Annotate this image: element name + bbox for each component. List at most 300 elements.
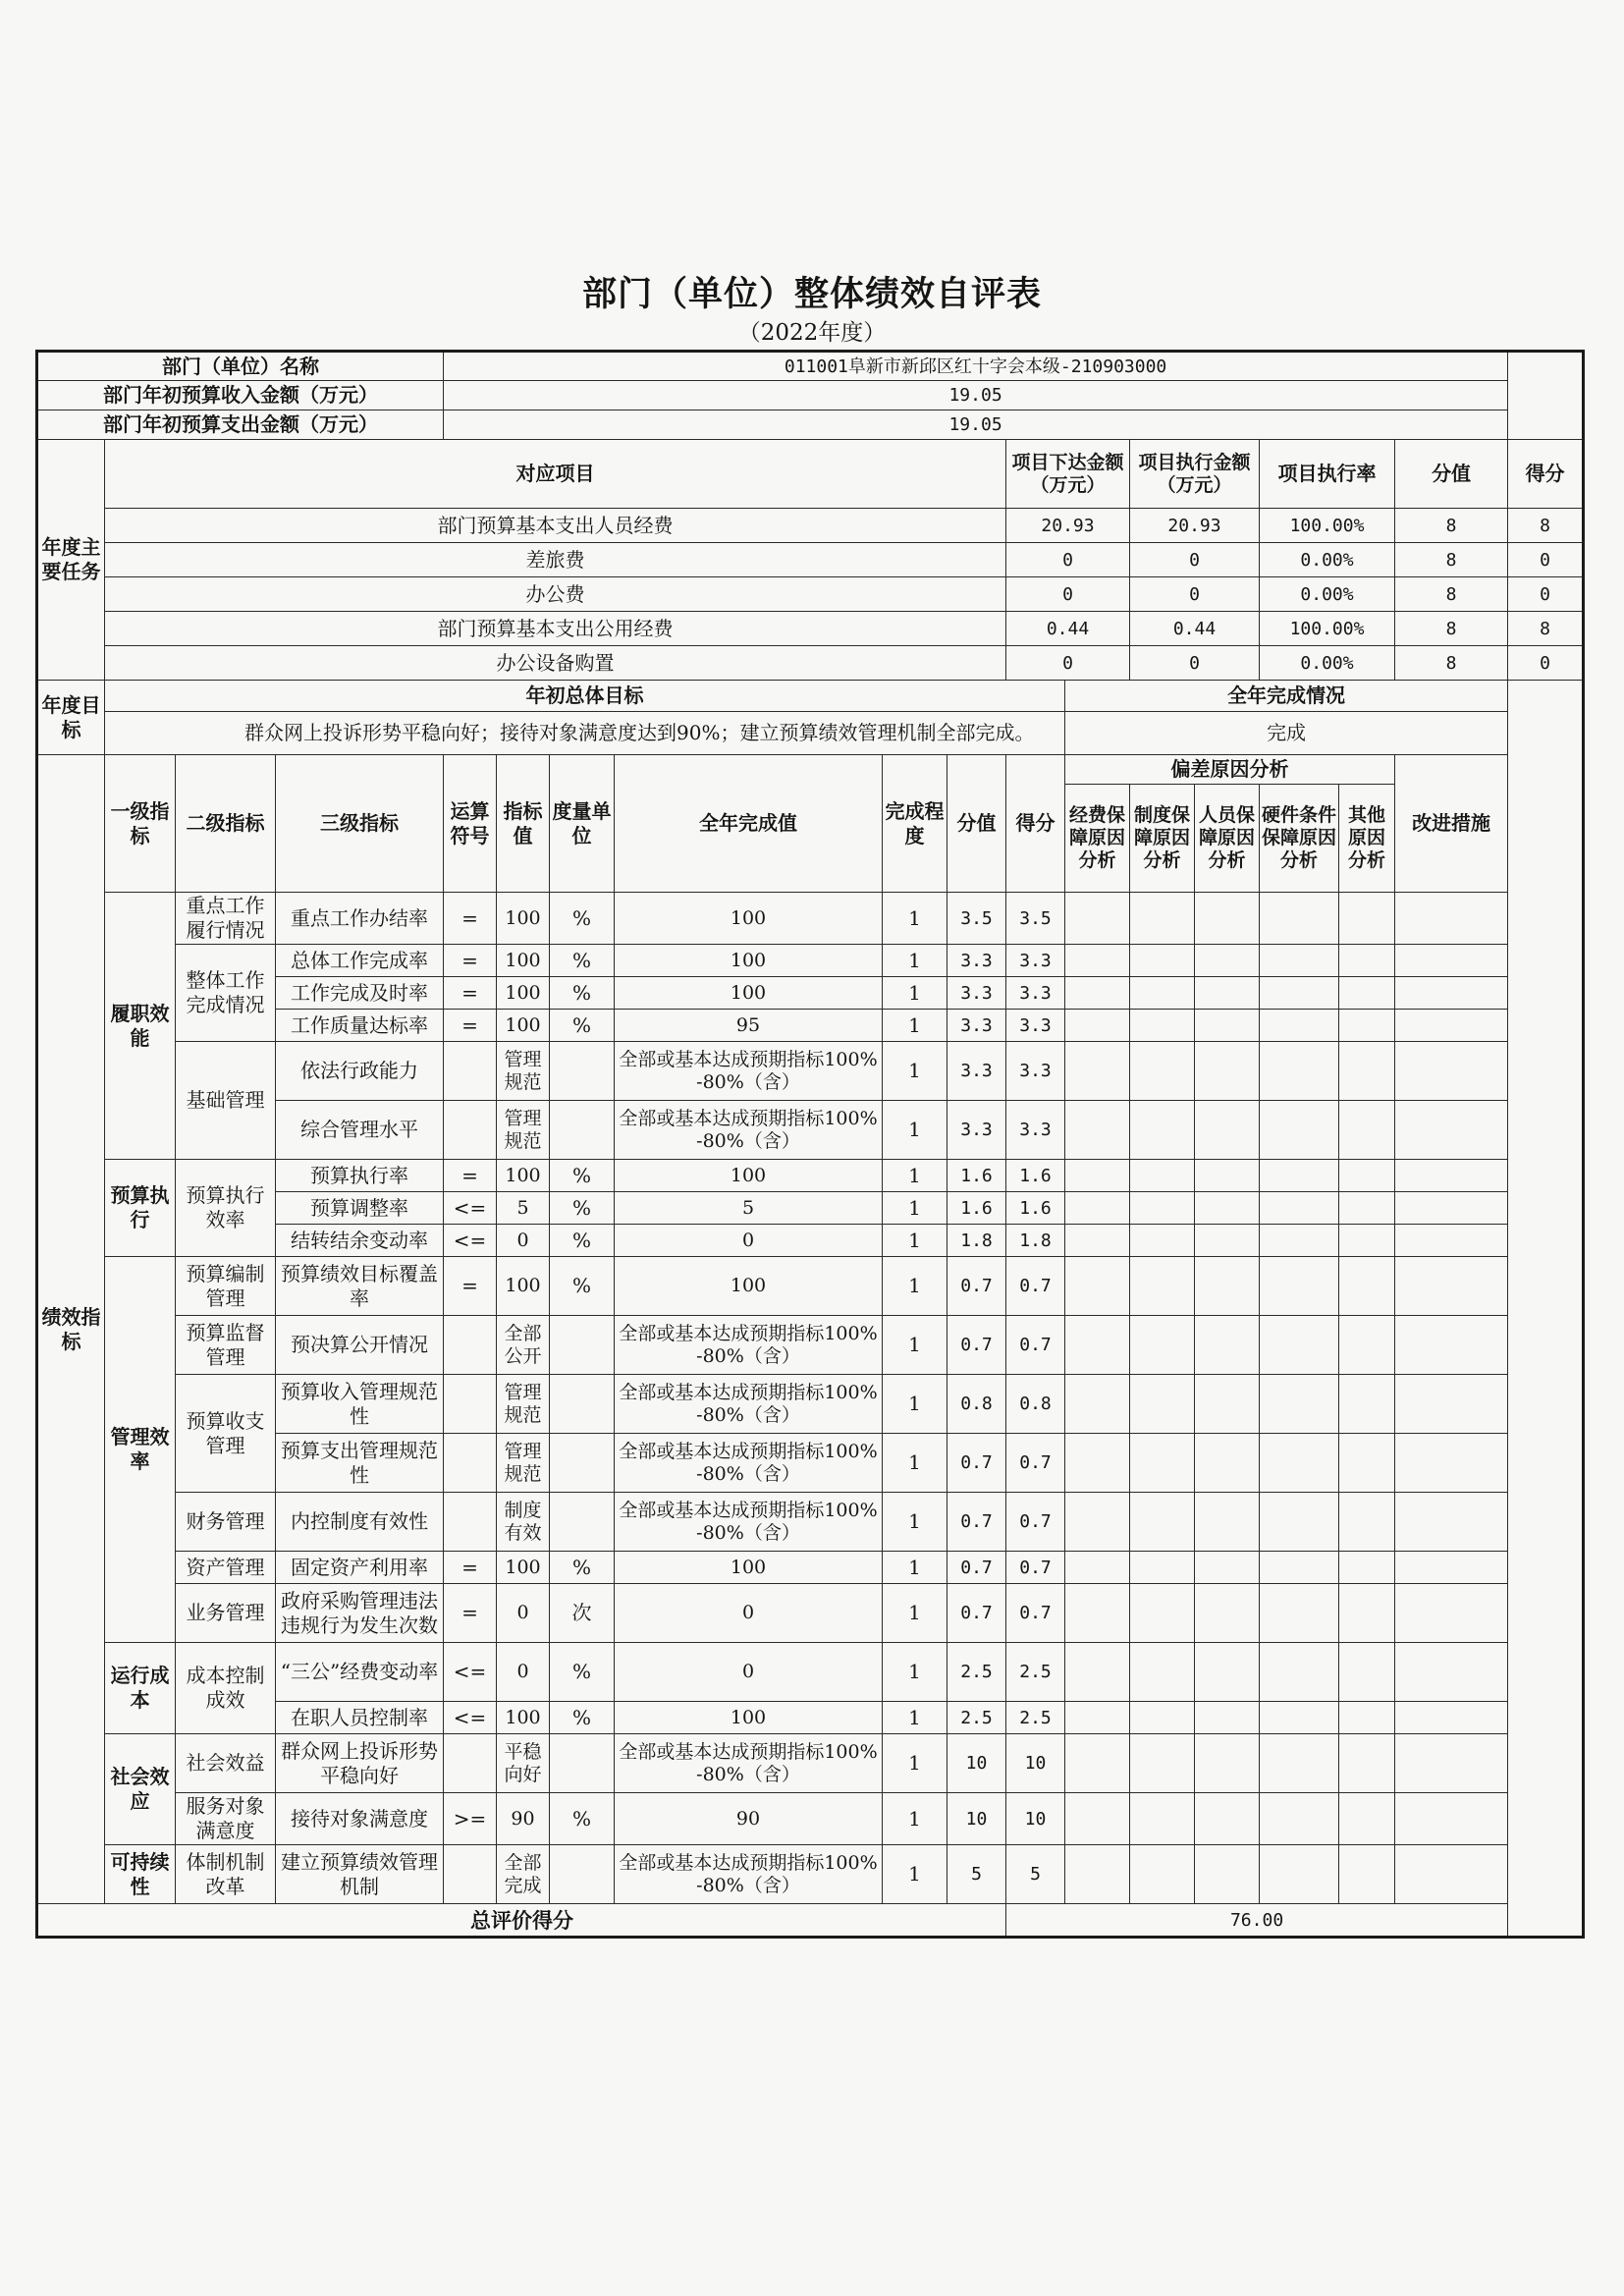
- deviation-empty-cell: [1130, 1101, 1195, 1160]
- task-rate: 0.00%: [1260, 577, 1395, 612]
- measures-header: 改进措施: [1395, 755, 1508, 893]
- target-cell: 0: [497, 1225, 550, 1257]
- op-cell: >=: [444, 1793, 497, 1845]
- tasks-section-label: 年度主要任务: [37, 440, 105, 681]
- deviation-empty-cell: [1195, 1010, 1260, 1042]
- target-cell: 0: [497, 1584, 550, 1643]
- deviation-empty-cell: [1065, 1192, 1130, 1225]
- deviation-empty-cell: [1195, 945, 1260, 977]
- target-cell: 管理规范: [497, 1042, 550, 1101]
- deviation-empty-cell: [1195, 1734, 1260, 1793]
- task-score: 8: [1395, 577, 1508, 612]
- actual-cell: 0: [615, 1584, 883, 1643]
- got-cell: 0.7: [1006, 1552, 1065, 1584]
- l3-cell: 预算绩效目标覆盖率: [276, 1257, 444, 1316]
- unit-cell: [550, 1316, 615, 1375]
- deviation-empty-cell: [1339, 893, 1395, 945]
- l3-cell: 总体工作完成率: [276, 945, 444, 977]
- form-title: 部门（单位）整体绩效自评表: [581, 274, 1042, 314]
- task-score: 8: [1395, 612, 1508, 646]
- task-got: 8: [1508, 612, 1584, 646]
- unit-cell: [550, 1375, 615, 1434]
- deviation-empty-cell: [1065, 1845, 1130, 1904]
- l2-cell: 服务对象满意度: [176, 1793, 276, 1845]
- deviation-empty-cell: [1339, 1101, 1395, 1160]
- got-cell: 1.6: [1006, 1160, 1065, 1192]
- l3-cell: 综合管理水平: [276, 1101, 444, 1160]
- degree-cell: 1: [883, 1010, 947, 1042]
- task-issued: 20.93: [1006, 509, 1130, 543]
- deviation-empty-cell: [1339, 1257, 1395, 1316]
- l3-cell: 政府采购管理违法违规行为发生次数: [276, 1584, 444, 1643]
- degree-cell: 1: [883, 1225, 947, 1257]
- header-label: 部门年初预算收入金额（万元）: [37, 381, 444, 410]
- deviation-empty-cell: [1395, 1584, 1508, 1643]
- op-cell: =: [444, 1257, 497, 1316]
- l1-cell: 管理效率: [105, 1257, 176, 1643]
- degree-cell: 1: [883, 1101, 947, 1160]
- l2-cell: 社会效益: [176, 1734, 276, 1793]
- task-got: 0: [1508, 646, 1584, 681]
- goals-initial-text: 群众网上投诉形势平稳向好；接待对象满意度达到90%；建立预算绩效管理机制全部完成。: [105, 712, 1065, 755]
- deviation-empty-cell: [1065, 1702, 1130, 1734]
- l3-cell: 接待对象满意度: [276, 1793, 444, 1845]
- unit-cell: [550, 1845, 615, 1904]
- deviation-empty-cell: [1260, 1042, 1339, 1101]
- tasks-got-header: 得分: [1508, 440, 1584, 509]
- task-rate: 100.00%: [1260, 612, 1395, 646]
- unit-cell: %: [550, 1160, 615, 1192]
- unit-cell: %: [550, 1702, 615, 1734]
- score-cell: 0.7: [947, 1316, 1006, 1375]
- unit-cell: %: [550, 893, 615, 945]
- l3-cell: 重点工作办结率: [276, 893, 444, 945]
- deviation-empty-cell: [1065, 1101, 1130, 1160]
- target-cell: 100: [497, 1552, 550, 1584]
- task-executed: 0: [1130, 543, 1260, 577]
- deviation-empty-cell: [1195, 1316, 1260, 1375]
- deviation-empty-cell: [1260, 1192, 1339, 1225]
- degree-cell: 1: [883, 1192, 947, 1225]
- score-cell: 2.5: [947, 1643, 1006, 1702]
- task-issued: 0.44: [1006, 612, 1130, 646]
- score-header: 分值: [947, 755, 1006, 893]
- unit-cell: [550, 1734, 615, 1793]
- deviation-empty-cell: [1395, 1734, 1508, 1793]
- deviation-empty-cell: [1260, 1702, 1339, 1734]
- actual-cell: 全部或基本达成预期指标100%-80%（含）: [615, 1375, 883, 1434]
- deviation-empty-cell: [1130, 1225, 1195, 1257]
- task-executed: 0.44: [1130, 612, 1260, 646]
- op-cell: [444, 1375, 497, 1434]
- op-cell: <=: [444, 1192, 497, 1225]
- deviation-empty-cell: [1395, 1493, 1508, 1552]
- deviation-empty-cell: [1260, 1552, 1339, 1584]
- target-cell: 90: [497, 1793, 550, 1845]
- l3-header: 三级指标: [276, 755, 444, 893]
- deviation-empty-cell: [1260, 1257, 1339, 1316]
- score-cell: 3.3: [947, 1042, 1006, 1101]
- dev-hardware-header: 硬件条件保障原因分析: [1260, 785, 1339, 893]
- deviation-empty-cell: [1395, 1042, 1508, 1101]
- l2-cell: 体制机制改革: [176, 1845, 276, 1904]
- actual-cell: 全部或基本达成预期指标100%-80%（含）: [615, 1316, 883, 1375]
- deviation-empty-cell: [1339, 1845, 1395, 1904]
- got-cell: 5: [1006, 1845, 1065, 1904]
- goals-completion-text: 完成: [1065, 712, 1508, 755]
- op-cell: =: [444, 1552, 497, 1584]
- dev-funding-header: 经费保障原因分析: [1065, 785, 1130, 893]
- deviation-empty-cell: [1339, 1160, 1395, 1192]
- deviation-empty-cell: [1065, 1257, 1130, 1316]
- got-cell: 0.7: [1006, 1434, 1065, 1493]
- deviation-empty-cell: [1065, 1010, 1130, 1042]
- score-cell: 2.5: [947, 1702, 1006, 1734]
- score-cell: 3.3: [947, 945, 1006, 977]
- score-cell: 0.7: [947, 1257, 1006, 1316]
- deviation-empty-cell: [1195, 1257, 1260, 1316]
- deviation-empty-cell: [1195, 1225, 1260, 1257]
- score-cell: 0.7: [947, 1584, 1006, 1643]
- l2-cell: 财务管理: [176, 1493, 276, 1552]
- degree-cell: 1: [883, 1375, 947, 1434]
- target-cell: 管理规范: [497, 1375, 550, 1434]
- deviation-empty-cell: [1130, 1643, 1195, 1702]
- l3-cell: 工作质量达标率: [276, 1010, 444, 1042]
- degree-cell: 1: [883, 1552, 947, 1584]
- degree-cell: 1: [883, 1584, 947, 1643]
- degree-cell: 1: [883, 945, 947, 977]
- score-cell: 10: [947, 1734, 1006, 1793]
- got-cell: 0.8: [1006, 1375, 1065, 1434]
- task-rate: 0.00%: [1260, 543, 1395, 577]
- deviation-empty-cell: [1395, 1101, 1508, 1160]
- deviation-empty-cell: [1339, 1375, 1395, 1434]
- actual-cell: 全部或基本达成预期指标100%-80%（含）: [615, 1734, 883, 1793]
- op-cell: <=: [444, 1702, 497, 1734]
- header-label: 部门（单位）名称: [37, 352, 444, 381]
- deviation-empty-cell: [1395, 1845, 1508, 1904]
- degree-header: 完成程度: [883, 755, 947, 893]
- deviation-empty-cell: [1395, 1552, 1508, 1584]
- unit-cell: %: [550, 977, 615, 1010]
- l2-cell: 预算收支管理: [176, 1375, 276, 1493]
- deviation-empty-cell: [1260, 1643, 1339, 1702]
- deviation-empty-cell: [1395, 1643, 1508, 1702]
- task-rate: 0.00%: [1260, 646, 1395, 681]
- l2-cell: 资产管理: [176, 1552, 276, 1584]
- actual-cell: 100: [615, 1257, 883, 1316]
- task-executed: 0: [1130, 577, 1260, 612]
- l2-cell: 重点工作履行情况: [176, 893, 276, 945]
- deviation-empty-cell: [1130, 893, 1195, 945]
- deviation-header: 偏差原因分析: [1065, 755, 1395, 785]
- unit-cell: [550, 1101, 615, 1160]
- got-cell: 3.5: [1006, 893, 1065, 945]
- deviation-empty-cell: [1339, 1493, 1395, 1552]
- l3-cell: 预决算公开情况: [276, 1316, 444, 1375]
- degree-cell: 1: [883, 1702, 947, 1734]
- degree-cell: 1: [883, 1793, 947, 1845]
- task-issued: 0: [1006, 646, 1130, 681]
- deviation-empty-cell: [1130, 977, 1195, 1010]
- unit-cell: [550, 1493, 615, 1552]
- actual-cell: 5: [615, 1192, 883, 1225]
- got-cell: 0.7: [1006, 1257, 1065, 1316]
- l3-cell: 结转结余变动率: [276, 1225, 444, 1257]
- op-cell: [444, 1434, 497, 1493]
- l1-cell: 可持续性: [105, 1845, 176, 1904]
- l3-cell: 建立预算绩效管理机制: [276, 1845, 444, 1904]
- deviation-empty-cell: [1195, 977, 1260, 1010]
- target-cell: 100: [497, 977, 550, 1010]
- task-item: 办公费: [105, 577, 1006, 612]
- l2-cell: 整体工作完成情况: [176, 945, 276, 1042]
- l1-cell: 预算执行: [105, 1160, 176, 1257]
- task-issued: 0: [1006, 577, 1130, 612]
- got-cell: 0.7: [1006, 1316, 1065, 1375]
- l3-cell: 工作完成及时率: [276, 977, 444, 1010]
- unit-cell: %: [550, 945, 615, 977]
- deviation-empty-cell: [1195, 1101, 1260, 1160]
- deviation-empty-cell: [1395, 1010, 1508, 1042]
- got-cell: 3.3: [1006, 1101, 1065, 1160]
- l1-cell: 履职效能: [105, 893, 176, 1160]
- op-cell: [444, 1845, 497, 1904]
- indicators-section-label: 绩效指标: [37, 755, 105, 1904]
- task-got: 0: [1508, 577, 1584, 612]
- task-score: 8: [1395, 509, 1508, 543]
- task-item: 差旅费: [105, 543, 1006, 577]
- deviation-empty-cell: [1065, 1734, 1130, 1793]
- task-got: 0: [1508, 543, 1584, 577]
- goals-completion-header: 全年完成情况: [1065, 681, 1508, 712]
- actual-cell: 全部或基本达成预期指标100%-80%（含）: [615, 1845, 883, 1904]
- degree-cell: 1: [883, 1042, 947, 1101]
- target-cell: 0: [497, 1643, 550, 1702]
- deviation-empty-cell: [1065, 1793, 1130, 1845]
- deviation-empty-cell: [1065, 1434, 1130, 1493]
- op-cell: [444, 1316, 497, 1375]
- actual-cell: 90: [615, 1793, 883, 1845]
- deviation-empty-cell: [1130, 1552, 1195, 1584]
- deviation-empty-cell: [1065, 1375, 1130, 1434]
- dev-staff-header: 人员保障原因分析: [1195, 785, 1260, 893]
- deviation-empty-cell: [1130, 1584, 1195, 1643]
- deviation-empty-cell: [1339, 1793, 1395, 1845]
- deviation-empty-cell: [1339, 1316, 1395, 1375]
- deviation-empty-cell: [1195, 893, 1260, 945]
- deviation-empty-cell: [1065, 1160, 1130, 1192]
- got-cell: 10: [1006, 1793, 1065, 1845]
- deviation-empty-cell: [1195, 1552, 1260, 1584]
- actual-cell: 全部或基本达成预期指标100%-80%（含）: [615, 1101, 883, 1160]
- task-item: 部门预算基本支出人员经费: [105, 509, 1006, 543]
- task-item: 部门预算基本支出公用经费: [105, 612, 1006, 646]
- deviation-empty-cell: [1339, 1552, 1395, 1584]
- header-value: 011001阜新市新邱区红十字会本级-210903000: [444, 352, 1508, 381]
- target-cell: 全部公开: [497, 1316, 550, 1375]
- l2-cell: 成本控制成效: [176, 1643, 276, 1734]
- evaluation-table: [35, 350, 1585, 1939]
- op-header: 运算符号: [444, 755, 497, 893]
- target-cell: 100: [497, 1257, 550, 1316]
- unit-cell: %: [550, 1552, 615, 1584]
- op-cell: [444, 1493, 497, 1552]
- unit-cell: [550, 1434, 615, 1493]
- deviation-empty-cell: [1395, 945, 1508, 977]
- degree-cell: 1: [883, 1643, 947, 1702]
- deviation-empty-cell: [1130, 1010, 1195, 1042]
- target-cell: 平稳向好: [497, 1734, 550, 1793]
- score-cell: 0.7: [947, 1434, 1006, 1493]
- task-rate: 100.00%: [1260, 509, 1395, 543]
- target-cell: 100: [497, 893, 550, 945]
- actual-cell: 全部或基本达成预期指标100%-80%（含）: [615, 1042, 883, 1101]
- l3-cell: 在职人员控制率: [276, 1702, 444, 1734]
- deviation-empty-cell: [1195, 1584, 1260, 1643]
- task-executed: 0: [1130, 646, 1260, 681]
- op-cell: =: [444, 893, 497, 945]
- target-cell: 100: [497, 945, 550, 977]
- deviation-empty-cell: [1130, 1257, 1195, 1316]
- deviation-empty-cell: [1395, 1316, 1508, 1375]
- deviation-empty-cell: [1260, 1493, 1339, 1552]
- target-cell: 制度有效: [497, 1493, 550, 1552]
- deviation-empty-cell: [1339, 1192, 1395, 1225]
- actual-cell: 0: [615, 1225, 883, 1257]
- actual-cell: 100: [615, 1160, 883, 1192]
- got-cell: 2.5: [1006, 1643, 1065, 1702]
- l3-cell: 群众网上投诉形势平稳向好: [276, 1734, 444, 1793]
- unit-cell: %: [550, 1192, 615, 1225]
- score-cell: 0.8: [947, 1375, 1006, 1434]
- tasks-item-header: 对应项目: [105, 440, 1006, 509]
- score-cell: 0.7: [947, 1493, 1006, 1552]
- got-cell: 10: [1006, 1734, 1065, 1793]
- deviation-empty-cell: [1339, 1734, 1395, 1793]
- task-score: 8: [1395, 543, 1508, 577]
- got-cell: 3.3: [1006, 1042, 1065, 1101]
- target-cell: 100: [497, 1160, 550, 1192]
- degree-cell: 1: [883, 1160, 947, 1192]
- deviation-empty-cell: [1339, 1643, 1395, 1702]
- score-cell: 3.3: [947, 977, 1006, 1010]
- deviation-empty-cell: [1339, 1434, 1395, 1493]
- degree-cell: 1: [883, 1316, 947, 1375]
- deviation-empty-cell: [1065, 1584, 1130, 1643]
- deviation-empty-cell: [1339, 1702, 1395, 1734]
- unit-header: 度量单位: [550, 755, 615, 893]
- l3-cell: 内控制度有效性: [276, 1493, 444, 1552]
- got-cell: 0.7: [1006, 1584, 1065, 1643]
- deviation-empty-cell: [1195, 1434, 1260, 1493]
- deviation-empty-cell: [1260, 1316, 1339, 1375]
- deviation-empty-cell: [1339, 945, 1395, 977]
- deviation-empty-cell: [1260, 1584, 1339, 1643]
- deviation-empty-cell: [1195, 1793, 1260, 1845]
- deviation-empty-cell: [1130, 1434, 1195, 1493]
- got-cell: 3.3: [1006, 1010, 1065, 1042]
- l3-cell: 预算调整率: [276, 1192, 444, 1225]
- deviation-empty-cell: [1065, 1493, 1130, 1552]
- l2-cell: 预算监督管理: [176, 1316, 276, 1375]
- deviation-empty-cell: [1395, 893, 1508, 945]
- deviation-empty-cell: [1260, 1010, 1339, 1042]
- unit-cell: 次: [550, 1584, 615, 1643]
- deviation-empty-cell: [1130, 1793, 1195, 1845]
- deviation-empty-cell: [1195, 1643, 1260, 1702]
- deviation-empty-cell: [1195, 1160, 1260, 1192]
- unit-cell: %: [550, 1010, 615, 1042]
- actual-cell: 100: [615, 1702, 883, 1734]
- l2-cell: 预算编制管理: [176, 1257, 276, 1316]
- score-cell: 5: [947, 1845, 1006, 1904]
- degree-cell: 1: [883, 977, 947, 1010]
- deviation-empty-cell: [1065, 1225, 1130, 1257]
- score-cell: 3.3: [947, 1010, 1006, 1042]
- deviation-empty-cell: [1260, 1375, 1339, 1434]
- unit-cell: %: [550, 1643, 615, 1702]
- deviation-empty-cell: [1260, 1734, 1339, 1793]
- deviation-empty-cell: [1395, 1192, 1508, 1225]
- deviation-empty-cell: [1130, 1160, 1195, 1192]
- op-cell: [444, 1734, 497, 1793]
- op-cell: [444, 1042, 497, 1101]
- unit-cell: [550, 1042, 615, 1101]
- degree-cell: 1: [883, 1434, 947, 1493]
- task-item: 办公设备购置: [105, 646, 1006, 681]
- deviation-empty-cell: [1260, 1434, 1339, 1493]
- actual-cell: 100: [615, 893, 883, 945]
- op-cell: =: [444, 977, 497, 1010]
- deviation-empty-cell: [1260, 1160, 1339, 1192]
- total-value: 76.00: [1006, 1904, 1508, 1938]
- l3-cell: “三公”经费变动率: [276, 1643, 444, 1702]
- target-cell: 管理规范: [497, 1434, 550, 1493]
- deviation-empty-cell: [1339, 1584, 1395, 1643]
- score-cell: 3.5: [947, 893, 1006, 945]
- actual-cell: 全部或基本达成预期指标100%-80%（含）: [615, 1434, 883, 1493]
- deviation-empty-cell: [1065, 1552, 1130, 1584]
- deviation-empty-cell: [1260, 1845, 1339, 1904]
- target-header: 指标值: [497, 755, 550, 893]
- degree-cell: 1: [883, 893, 947, 945]
- deviation-empty-cell: [1130, 1192, 1195, 1225]
- target-cell: 100: [497, 1702, 550, 1734]
- l2-cell: 业务管理: [176, 1584, 276, 1643]
- deviation-empty-cell: [1065, 893, 1130, 945]
- dev-other-header: 其他原因分析: [1339, 785, 1395, 893]
- score-cell: 0.7: [947, 1552, 1006, 1584]
- deviation-empty-cell: [1130, 1702, 1195, 1734]
- task-executed: 20.93: [1130, 509, 1260, 543]
- degree-cell: 1: [883, 1734, 947, 1793]
- unit-cell: %: [550, 1225, 615, 1257]
- score-cell: 1.6: [947, 1160, 1006, 1192]
- deviation-empty-cell: [1395, 1257, 1508, 1316]
- l3-cell: 依法行政能力: [276, 1042, 444, 1101]
- task-issued: 0: [1006, 543, 1130, 577]
- deviation-empty-cell: [1065, 1042, 1130, 1101]
- l3-cell: 预算收入管理规范性: [276, 1375, 444, 1434]
- deviation-empty-cell: [1395, 1160, 1508, 1192]
- deviation-empty-cell: [1395, 1375, 1508, 1434]
- deviation-empty-cell: [1260, 893, 1339, 945]
- score-cell: 10: [947, 1793, 1006, 1845]
- l2-cell: 预算执行效率: [176, 1160, 276, 1257]
- degree-cell: 1: [883, 1257, 947, 1316]
